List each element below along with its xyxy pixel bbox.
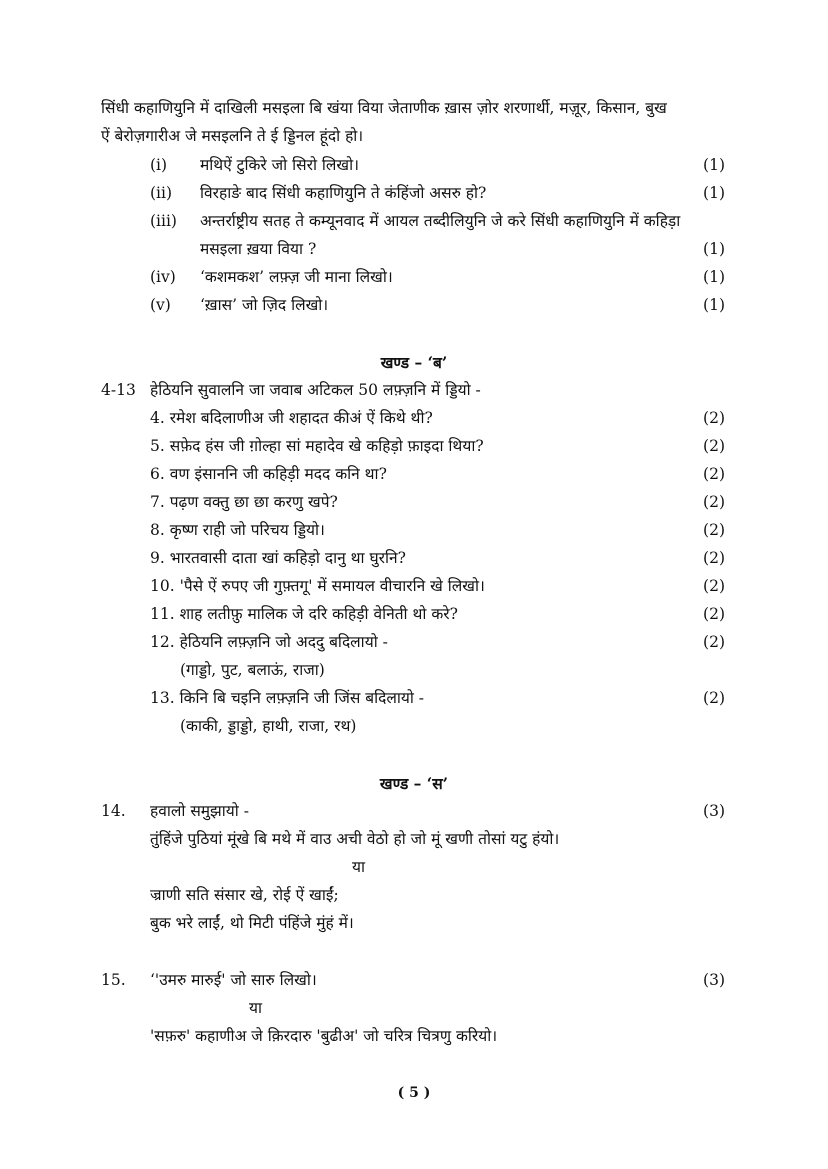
verse-line-1: ज्राणी सति संसार खे, रोई ऐं खाईं;	[150, 886, 339, 904]
question-text-alt: 'सफ़रु' कहाणीअ जे क़िरदारु 'बुढीअ' जो चरित्र चित्रणु करियो।	[150, 1027, 498, 1045]
section-b-range: 4-13	[101, 381, 136, 399]
question-text: विरहाङे बाद सिंधी कहाणियुनि ते कंहिंजो असरु हो?	[200, 184, 487, 202]
section-c-heading: खण्ड – ‘स’	[379, 774, 449, 793]
question-number: (iii)	[150, 212, 177, 230]
question-text: ‘'उमरु मारुई' जो सारु लिखो।	[150, 971, 317, 989]
or-separator: या	[249, 999, 263, 1017]
question-marks: (3)	[703, 971, 725, 989]
question-text: 10. 'पैसे ऐं रुपए जी गुफ़्तगू' में समायल वीचारनि खे लिखो।	[150, 577, 485, 595]
question-marks: (2)	[703, 409, 725, 427]
question-text: 5. सफ़ेद हंस जी ग़ोल्हा सां महादेव खे कहिड़ो फ़ाइदा थिया?	[150, 437, 484, 455]
question-marks: (3)	[703, 802, 725, 820]
question-marks: (2)	[703, 577, 725, 595]
reference-line: तुंहिंजे पुठियां मूंखे बि मथे में वाउ अची वेठो हो जो मूं खणी तोसां यटु हंयो।	[150, 830, 560, 848]
passage-line-2: ऐं बेरोज़गारीअ जे मसइलनि ते ई ड्डिनल हूंदो हो।	[101, 127, 364, 145]
verse-line-2: बुक भरे लाईं, थो मिटी पंहिंजे मुंहं में।	[150, 914, 354, 932]
question-text: 8. कृष्ण राही जो परिचय ड्डियो।	[150, 521, 325, 539]
question-title: हवालो समुझायो -	[150, 802, 249, 820]
question-number: 14.	[101, 802, 126, 820]
question-subtext: (काकी, ड्डाड्डो, हाथी, राजा, रथ)	[180, 717, 357, 735]
question-marks: (2)	[703, 521, 725, 539]
question-text: 7. पढ़ण वक्तु छा छा करणु खपे?	[150, 493, 338, 511]
question-number: 15.	[101, 971, 126, 989]
question-text: 11. शाह लतीफ़ु मालिक जे दरि कहिड़ी वेनिती थो करे?	[150, 605, 458, 623]
question-marks: (1)	[703, 240, 725, 258]
question-number: (ii)	[150, 184, 173, 202]
question-number: (i)	[150, 156, 168, 174]
question-text: ‘कशमकश’ लफ़्ज़ जी माना लिखो।	[200, 268, 393, 286]
question-marks: (2)	[703, 633, 725, 651]
question-number: (v)	[150, 296, 171, 314]
question-text: 9. भारतवासी दाता खां कहिड़ो दानु था घुरनि?	[150, 549, 406, 567]
question-marks: (2)	[703, 689, 725, 707]
section-b-heading: खण्ड – ‘ब’	[380, 353, 448, 372]
question-text: अन्तर्राष्ट्रीय सतह ते कम्यूनवाद में आयल तब्दीलियुनि जे करे सिंधी कहाणियुनि में कहिड़ा	[200, 212, 681, 230]
question-marks: (2)	[703, 465, 725, 483]
page-number: ( 5 )	[397, 1085, 431, 1101]
question-text: मथिऐं टुकिरे जो सिरो लिखो।	[200, 156, 359, 174]
question-marks: (2)	[703, 493, 725, 511]
question-marks: (2)	[703, 605, 725, 623]
question-marks: (1)	[703, 268, 725, 286]
question-marks: (2)	[703, 437, 725, 455]
or-separator: या	[352, 858, 366, 876]
question-marks: (2)	[703, 549, 725, 567]
question-text: 4. रमेश बदिलाणीअ जी शहादत कीअं ऐं किथे थी?	[150, 409, 433, 427]
question-subtext: (गाड्डो, पुट, बलाऊं, राजा)	[180, 661, 325, 679]
question-marks: (1)	[703, 184, 725, 202]
question-text: 13. किनि बि चइनि लफ़्ज़नि जी जिंस बदिलायो -	[150, 689, 425, 707]
question-text: 6. वण इंसाननि जी कहिड़ी मदद कनि था?	[150, 465, 387, 483]
question-number: (iv)	[150, 268, 176, 286]
passage-line-1: सिंधी कहाणियुनि में दाखिली मसइला बि खंया विया जेताणीक ख़ास ज़ोर शरणार्थी, मज़ूर, किसान, बुख	[101, 99, 667, 117]
question-marks: (1)	[703, 156, 725, 174]
question-text: ‘ख़ास’ जो ज़िद लिखो।	[200, 296, 329, 314]
section-b-instruction: हेठियनि सुवालनि जा जवाब अटिकल 50 लफ़्ज़नि में ड्डियो -	[150, 381, 481, 399]
question-marks: (1)	[703, 296, 725, 314]
question-text: 12. हेठियनि लफ़्ज़नि जो अददु बदिलायो -	[150, 633, 388, 651]
question-text-continued: मसइला ख़या विया ?	[200, 240, 317, 258]
